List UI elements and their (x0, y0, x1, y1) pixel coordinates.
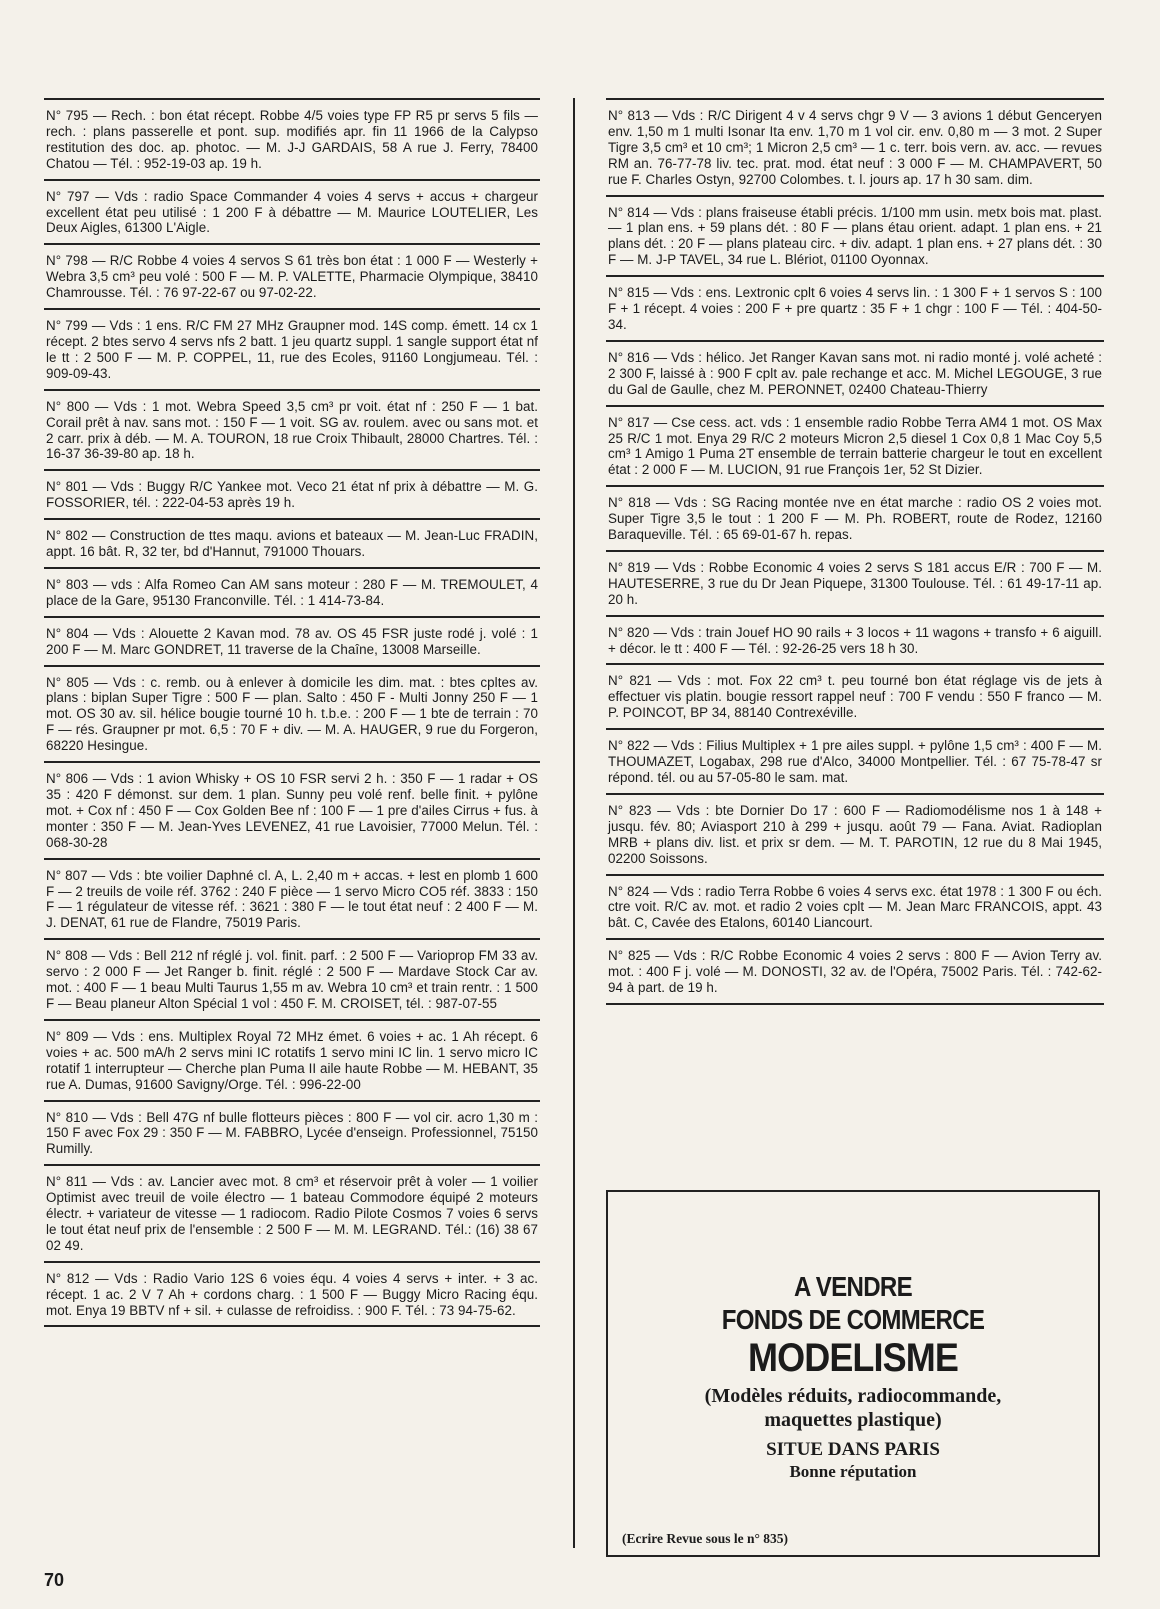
classified-ad: N° 804 — Vds : Alouette 2 Kavan mod. 78 av. OS 45 FSR juste rodé j. volé : 1 200 F — M. Marc GONDRET, 11 traverse de la Chaîne, 13008 Marseille. (44, 616, 540, 665)
classified-ad: N° 807 — Vds : bte voilier Daphné cl. A, L. 2,40 m + accas. + lest en plomb 1 600 F — 2 treuils de voile réf. 3762 : 240 F pièce — 1 servo Micro CO5 réf. 3833 : 150 F — 1 régulateur de vitesse réf. : 3621 : 380 F — le tout état neuf : 2 400 F — M. J. DENAT, 61 rue de Flandre, 75019 Paris. (44, 858, 540, 939)
classified-ad: N° 822 — Vds : Filius Multiplex + 1 pre ailes suppl. + pylône 1,5 cm³ : 400 F — M. THOUMAZET, Logabax, 298 rue d'Alco, 34000 Montpellier. Tél. : 67 75-78-47 sr répond. tél. ou au 57-05-80 le sam. mat. (606, 728, 1104, 793)
classified-ad: N° 806 — Vds : 1 avion Whisky + OS 10 FSR servi 2 h. : 350 F — 1 radar + OS 35 : 420 F démonst. sur dem. 1 plan. Sunny peu volé renf. belle finit. + pylône mot. + Cox nf : 450 F — Cox Golden Bee nf : 100 F — 1 pre d'ailes Cirrus + fus. à monter : 350 F — M. Jean-Yves LEVENEZ, 41 rue Lavoisier, 77000 Melun. Tél. : 068-30-28 (44, 761, 540, 858)
classified-ad: N° 824 — Vds : radio Terra Robbe 6 voies 4 servs exc. état 1978 : 1 300 F ou éch. ctre voit. R/C av. mot. et radio 2 voies cplt — M. Jean Marc FRANCOIS, appt. 43 bât. C, Cavée des Etalons, 60140 Liancourt. (606, 874, 1104, 939)
classified-ad: N° 817 — Cse cess. act. vds : 1 ensemble radio Robbe Terra AM4 1 mot. OS Max 25 R/C 1 mot. Enya 29 R/C 2 moteurs Micron 2,5 diesel 1 Cox 0,8 1 Mac Coy 5,5 cm³ 1 Amigo 1 Puma 2T ensemble de terrain batterie chargeur le tout en excellent état : 2 000 F — M. LUCION, 91 rue François 1er, 52 St Dizier. (606, 405, 1104, 486)
classified-ad: N° 805 — Vds : c. remb. ou à enlever à domicile les dim. mat. : btes cpltes av. plans : biplan Super Tigre : 500 F — plan. Salto : 450 F - Multi Jonny 250 F — 1 mot. OS 30 av. sil. hélice bougie tourné 10 h. t.b.e. : 200 F — 1 bte de terrain : 70 F — rés. Graupner pr mot. 6,5 : 70 F + div. — M. A. HAUGER, 9 rue du Forgeron, 68220 Hesingue. (44, 665, 540, 762)
classified-ad: N° 799 — Vds : 1 ens. R/C FM 27 MHz Graupner mod. 14S comp. émett. 14 cx 1 récept. 2 btes servo 4 servs nfs 2 batt. 1 jeu quartz suppl. 1 sangle support état nf le tt : 2 500 F — M. P. COPPEL, 11, rue des Ecoles, 91160 Longjumeau. Tél. : 909-09-43. (44, 308, 540, 389)
ad-footer: (Ecrire Revue sous le n° 835) (622, 1531, 789, 1546)
classified-ad: N° 812 — Vds : Radio Vario 12S 6 voies équ. 4 voies 4 servs + inter. + 3 ac. récept. 1 ac. 2 V 7 Ah + cordons charg. : 1 500 F — Buggy Micro Racing équ. mot. Enya 19 BBTV nf + sil. + culasse de refroidiss. : 900 F. Tél. : 73 94-75-62. (44, 1261, 540, 1328)
boxed-advertisement (606, 1190, 1100, 1557)
classified-ad: N° 801 — Vds : Buggy R/C Yankee mot. Veco 21 état nf prix à débattre — M. G. FOSSORIER, tél. : 222-04-53 après 19 h. (44, 469, 540, 518)
ad-description-line-2: maquettes plastique) (764, 1409, 942, 1431)
ad-description-line-1: (Modèles réduits, radiocommande, (704, 1385, 1002, 1407)
classified-ad: N° 819 — Vds : Robbe Economic 4 voies 2 servs S 181 accus E/R : 700 F — M. HAUTESERRE, 3 rue du Dr Jean Piquepe, 31300 Toulouse. Tél. : 61 49-17-11 ap. 20 h. (606, 550, 1104, 615)
classified-ad: N° 811 — Vds : av. Lancier avec mot. 8 cm³ et réservoir prêt à voler — 1 voilier Optimist avec treuil de voile électro — 1 bateau Commodore équipé 2 moteurs électr. + variateur de vitesse — 1 radiocom. Radio Pilote Cosmos 7 voies 6 servs le tout état neuf prix de l'ensemble : 2 500 F — M. M. LEGRAND. Tél.: (16) 38 67 02 49. (44, 1164, 540, 1261)
classified-ad: N° 795 — Rech. : bon état récept. Robbe 4/5 voies type FP R5 pr servs 5 fils — rech. : plans passerelle et pont. sup. modifiés apr. fin 11 1966 de la Calypso restitution des doc. ap. photoc. — M. J-J GARDAIS, 58 A rue J. Ferry, 78400 Chatou — Tél. : 952-19-03 ap. 19 h. (44, 98, 540, 179)
classified-ad: N° 803 — vds : Alfa Romeo Can AM sans moteur : 280 F — M. TREMOULET, 4 place de la Gare, 95130 Franconville. Tél. : 1 414-73-84. (44, 567, 540, 616)
classified-ad: N° 797 — Vds : radio Space Commander 4 voies 4 servs + accus + chargeur excellent état peu utilisé : 1 200 F à débattre — M. Maurice LOUTELIER, Les Deux Aigles, 61300 L'Aigle. (44, 179, 540, 244)
classified-ad: N° 808 — Vds : Bell 212 nf réglé j. vol. finit. parf. : 2 500 F — Varioprop FM 33 av. servo : 2 000 F — Jet Ranger b. finit. réglé : 2 500 F — Mardave Stock Car av. mot. : 400 F — 1 beau Multi Taurus 1,55 m av. Webra 10 cm³ et train rentr. : 1 500 F — Beau planeur Alton Spécial 1 vol : 450 F. M. CROISET, tél. : 987-07-55 (44, 938, 540, 1019)
classified-ad: N° 820 — Vds : train Jouef HO 90 rails + 3 locos + 11 wagons + transfo + 6 aiguill. + décor. le tt : 400 F — Tél. : 92-26-25 vers 18 h 30. (606, 615, 1104, 664)
classified-ad: N° 815 — Vds : ens. Lextronic cplt 6 voies 4 servs lin. : 1 300 F + 1 servos S : 100 F + 1 récept. 4 voies : 200 F + pre quartz : 35 F + 1 chgr : 100 F — Tél. : 404-50-34. (606, 275, 1104, 340)
classified-ad: N° 825 — Vds : R/C Robbe Economic 4 voies 2 servs : 800 F — Avion Terry av. mot. : 400 F j. volé — M. DONOSTI, 32 av. de l'Opéra, 75002 Paris. Tél. : 742-62-94 à part. de 19 h. (606, 938, 1104, 1005)
ad-headline-modelisme: MODELISME (748, 1336, 958, 1380)
classified-ad: N° 802 — Construction de ttes maqu. avions et bateaux — M. Jean-Luc FRADIN, appt. 16 bât. R, 32 ter, bd d'Hannut, 791000 Thouars. (44, 518, 540, 567)
classified-ad: N° 813 — Vds : R/C Dirigent 4 v 4 servs chgr 9 V — 3 avions 1 début Genceryen env. 1,50 m 1 multi Isonar Ita env. 1,70 m 1 vol cir. env. 0,80 m — 3 mot. 2 Super Tigre 3,5 cm³ et 10 cm³; 1 Micron 2,5 cm³ — 1 c. terr. bois vern. av. acc. — revues RM an. 76-77-78 liv. tec. prat. mod. état neuf : 3 000 F — M. CHAMPAVERT, 50 rue F. Charles Ostyn, 92700 Colombes. t. l. jours ap. 17 h 30 sam. dim. (606, 98, 1104, 195)
column-divider (573, 98, 575, 1548)
classified-ad: N° 810 — Vds : Bell 47G nf bulle flotteurs pièces : 800 F — vol cir. acro 1,30 m : 150 F avec Fox 29 : 350 F — M. FABBRO, Lycée d'enseign. Professionnel, 75150 Rumilly. (44, 1100, 540, 1165)
left-column (44, 98, 540, 1327)
classified-ad: N° 821 — Vds : mot. Fox 22 cm³ t. peu tourné bon état réglage vis de jets à effectuer vis platin. bougie ressort rappel neuf : 700 F vendu : 550 F franco — M. P. POINCOT, BP 34, 88140 Contrexéville. (606, 663, 1104, 728)
page-number: 70 (44, 1570, 65, 1590)
classified-ad: N° 816 — Vds : hélico. Jet Ranger Kavan sans mot. ni radio monté j. volé acheté : 2 300 F, laissé à : 900 F cplt av. pale rechange et acc. M. Michel LEGOUGE, 3 rue du Gal de Gaulle, chez M. PERONNET, 02400 Chateau-Thierry (606, 340, 1104, 405)
ad-reputation: Bonne réputation (789, 1462, 917, 1481)
classified-ad: N° 823 — Vds : bte Dornier Do 17 : 600 F — Radiomodélisme nos 1 à 148 + jusqu. fév. 80; Aviasport 210 à 299 + jusqu. août 79 — Fana. Aviat. Radioplan MRB + plans div. list. et prix sr dem. — M. T. PAROTIN, 12 rue du 8 Mai 1945, 02200 Soissons. (606, 793, 1104, 874)
right-column (606, 98, 1104, 1005)
ad-headline-fonds: FONDS DE COMMERCE (721, 1304, 985, 1335)
ad-location: SITUE DANS PARIS (766, 1439, 940, 1460)
classified-ad: N° 800 — Vds : 1 mot. Webra Speed 3,5 cm³ pr voit. état nf : 250 F — 1 bat. Corail prêt à nav. sans mot. : 150 F — 1 voit. SG av. roulem. avec ou sans mot. et 2 carr. prix à déb. — M. A. TOURON, 18 rue Croix Thibault, 28000 Chartres. Tél. : 16-37 36-39-80 ap. 18 h. (44, 389, 540, 470)
classified-ad: N° 809 — Vds : ens. Multiplex Royal 72 MHz émet. 6 voies + ac. 1 Ah récept. 6 voies + ac. 500 mA/h 2 servs mini IC rotatifs 1 servo mini IC lin. 1 servo micro IC rotatif 1 interrupteur — Cherche plan Puma II aile haute Robbe — M. HEBANT, 35 rue A. Dumas, 91600 Savigny/Orge. Tél. : 996-22-00 (44, 1019, 540, 1100)
classified-ad: N° 818 — Vds : SG Racing montée nve en état marche : radio OS 2 voies mot. Super Tigre 3,5 le tout : 1 200 F — M. Ph. ROBERT, route de Rodez, 12160 Baraqueville. Tél. : 65 69-01-67 h. repas. (606, 485, 1104, 550)
classified-ad: N° 798 — R/C Robbe 4 voies 4 servos S 61 très bon état : 1 000 F — Westerly + Webra 3,5 cm³ peu volé : 500 F — M. P. VALETTE, Pharmacie Olympique, 38410 Chamrousse. Tél. : 76 97-22-67 ou 97-02-22. (44, 243, 540, 308)
classified-ad: N° 814 — Vds : plans fraiseuse établi précis. 1/100 mm usin. metx bois mat. plast. — 1 plan ens. + 59 plans dét. : 80 F — plans étau orient. adapt. 1 plan ens. + 21 plans dét. : 20 F — plans plateau circ. + div. adapt. 1 plan ens. + 27 plans dét. : 30 F — M. J-P TAVEL, 34 rue L. Blériot, 01100 Oyonnax. (606, 195, 1104, 276)
ad-headline-a-vendre: A VENDRE (793, 1271, 913, 1302)
